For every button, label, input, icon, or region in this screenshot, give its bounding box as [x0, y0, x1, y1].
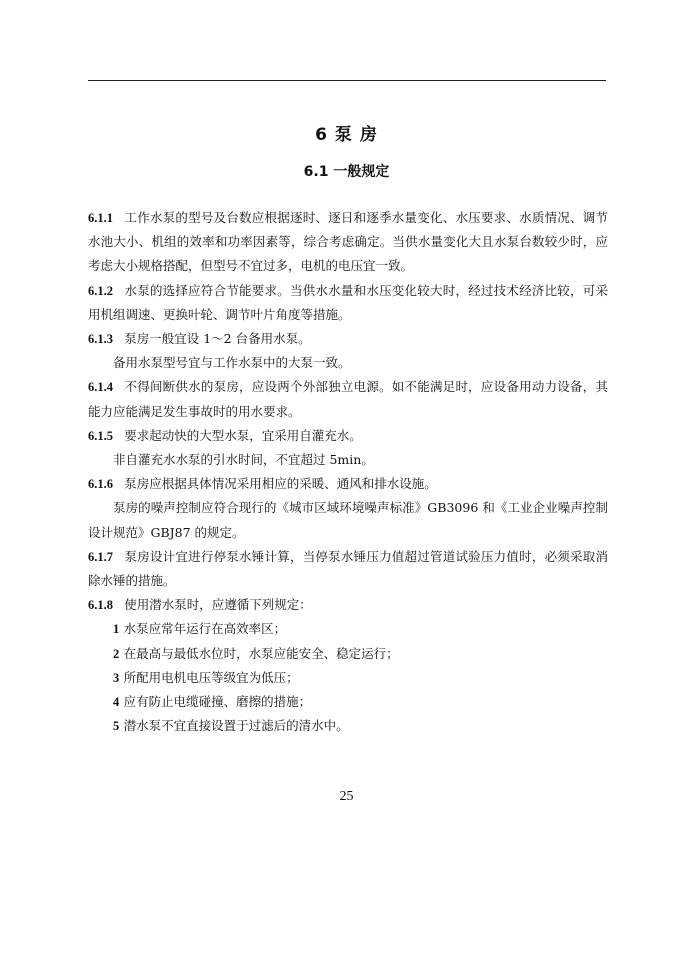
clause-6-1-1: 6.1.1 工作水泵的型号及台数应根据逐时、逐日和逐季水量变化、水压要求、水质情况、调节水池大小、机组的效率和功率因素等，综合考虑确定。当供水量变化大且水泵台数较少时，应考虑大小规格搭配，但型号不宜过多，电机的电压宜一致。: [88, 210, 608, 274]
clause-6-1-8: 6.1.8 使用潜水泵时，应遵循下列规定：: [88, 597, 312, 613]
page-number: 25: [339, 789, 354, 804]
clause-6-1-7: 6.1.7 泵房设计宜进行停泵水锤计算，当停泵水锤压力值超过管道试验压力值时，必须采取消除水锤的措施。: [88, 548, 608, 589]
list-item: 2 在最高与最低水位时，水泵应能安全、稳定运行；: [113, 645, 399, 661]
clause-6-1-6: 6.1.6 泵房应根据具体情况采用相应的采暖、通风和排水设施。: [88, 476, 437, 492]
list-item: 5 潜水泵不宜直接设置于过滤后的清水中。: [113, 718, 349, 734]
clause-note: 非自灌充水水泵的引水时间，不宜超过 5min。: [113, 452, 374, 468]
list-item: 1 水泵应常年运行在高效率区；: [113, 621, 287, 637]
clause-6-1-4: 6.1.4 不得间断供水的泵房，应设两个外部独立电源。如不能满足时，应设备用动力设备，其能力应能满足发生事故时的用水要求。: [88, 379, 608, 419]
clause-6-1-2: 6.1.2 水泵的选择应符合节能要求。当供水水量和水压变化较大时，经过技术经济比较，可采用机组调速、更换叶轮、调节叶片角度等措施。: [88, 282, 608, 322]
clause-note: 备用水泵型号宜与工作水泵中的大泵一致。: [113, 355, 351, 371]
header-rule: [88, 80, 606, 81]
clause-6-1-3: 6.1.3 泵房一般宜设 1～2 台备用水泵。: [88, 331, 311, 347]
section-title: 6.1 一般规定: [303, 164, 390, 180]
list-item: 4 应有防止电缆碰撞、磨擦的措施；: [113, 694, 312, 710]
chapter-title: 6 泵 房: [315, 125, 378, 145]
clause-6-1-5: 6.1.5 要求起动快的大型水泵，宜采用自灌充水。: [88, 427, 362, 443]
list-item: 3 所配用电机电压等级宜为低压；: [113, 669, 299, 685]
document-body: [88, 206, 608, 738]
clause-note: 泵房的噪声控制应符合现行的《城市区域环境噪声标准》GB3096 和《工业企业噪声控制设计规范》GBJ87 的规定。: [88, 500, 608, 540]
